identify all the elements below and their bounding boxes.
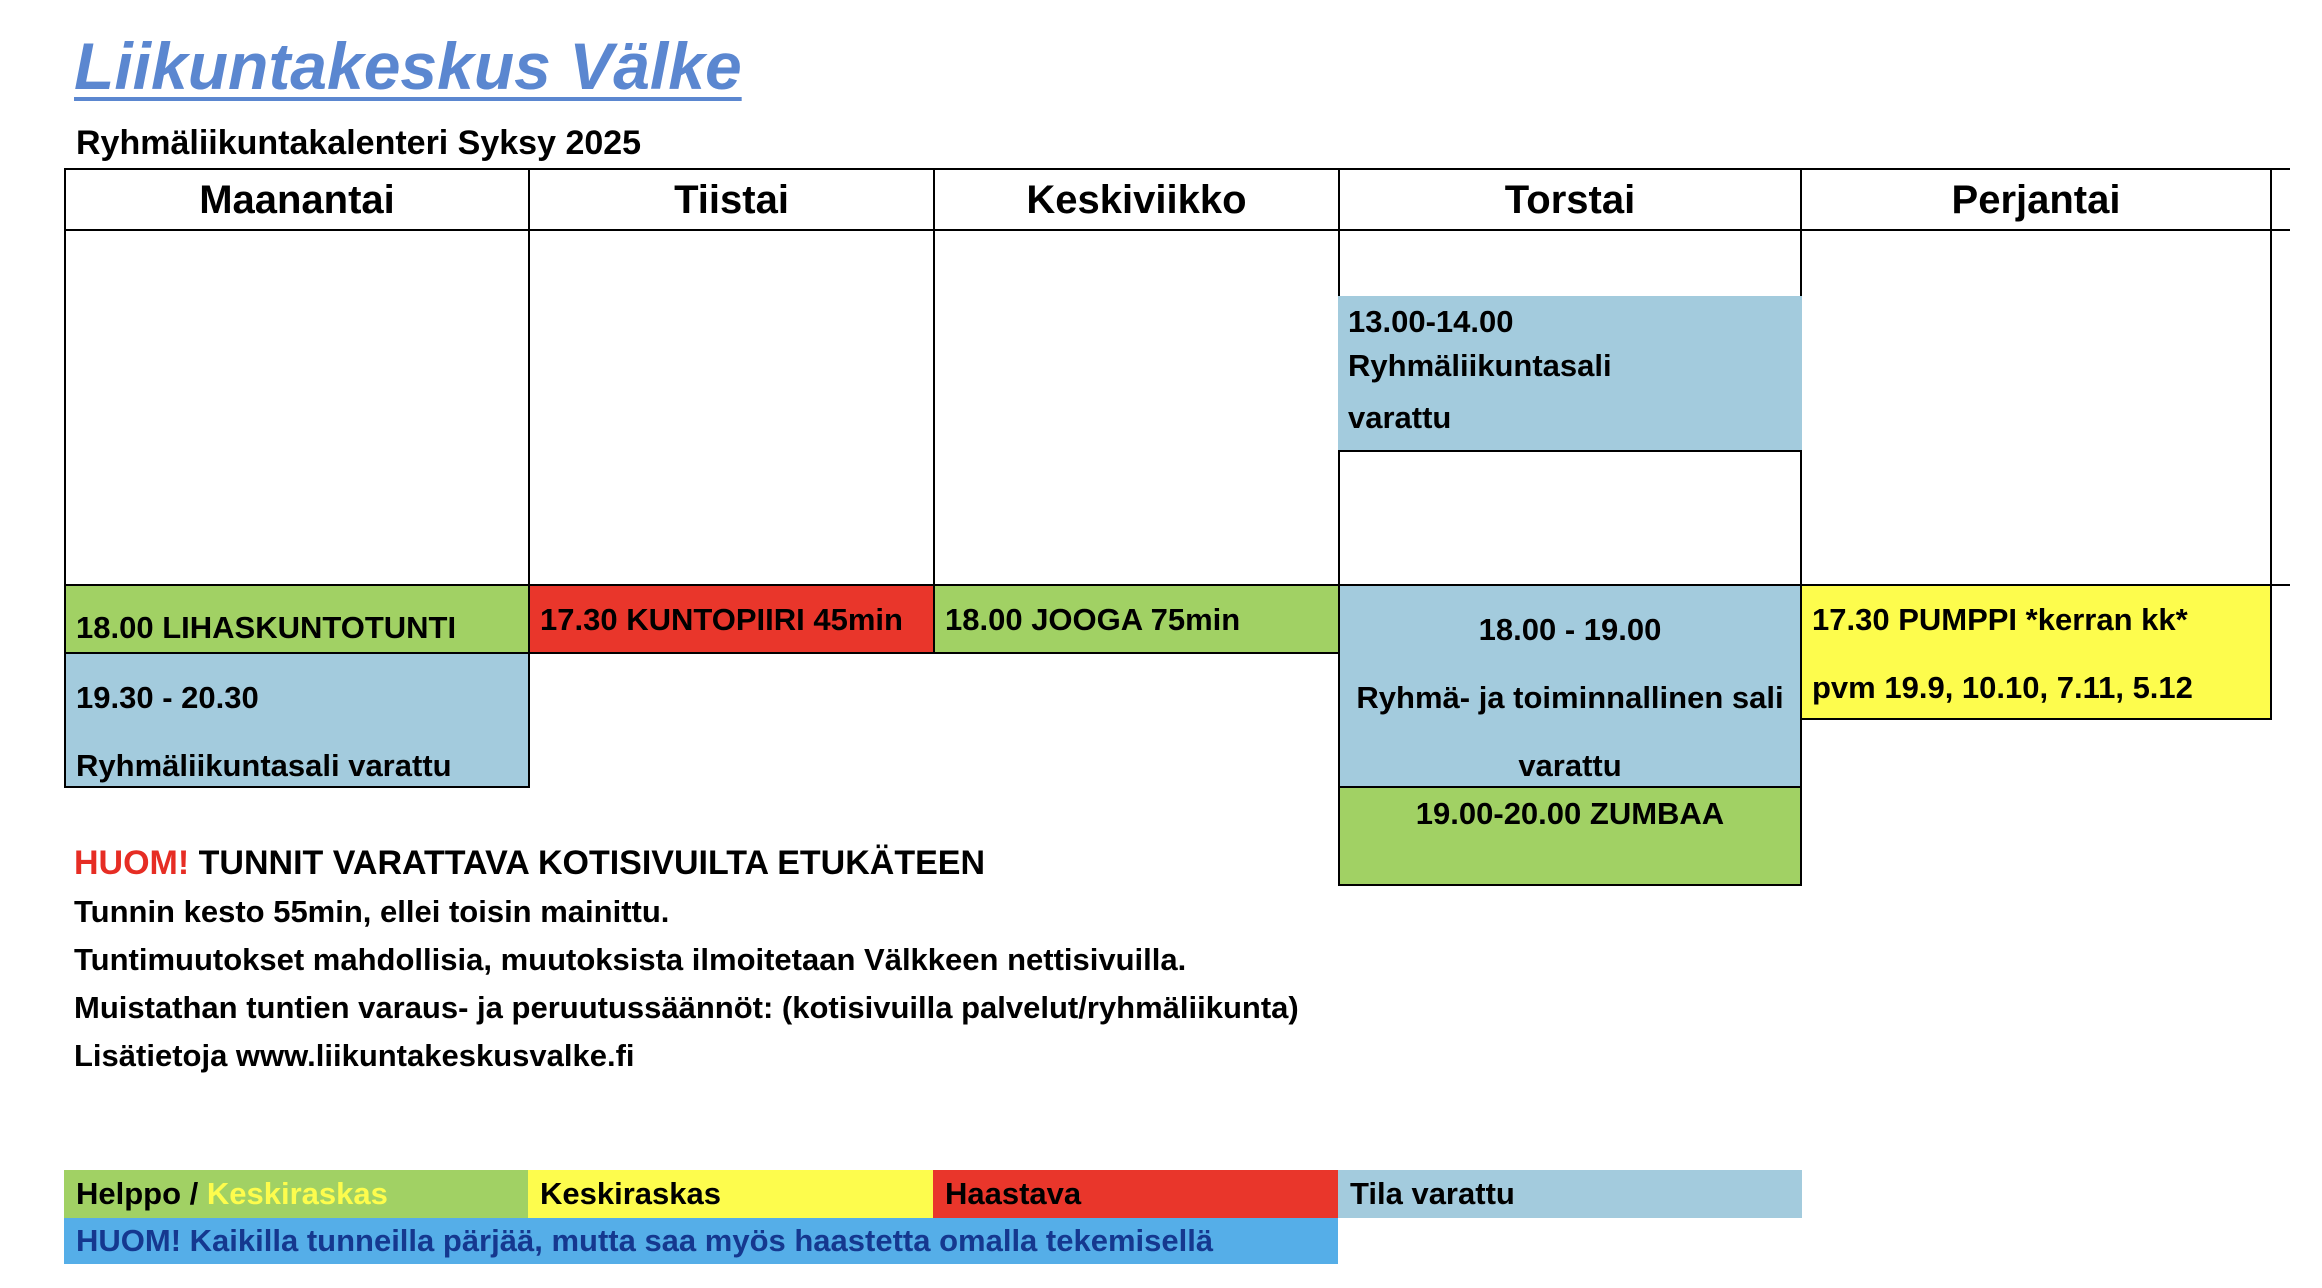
thu-reserved-border xyxy=(1338,450,1802,452)
event-label: Ryhmäliikuntasali varattu xyxy=(76,748,452,783)
huom-label: HUOM! xyxy=(74,844,190,882)
grid-col-line-5 xyxy=(2270,168,2272,586)
event-label: 17.30 PUMPPI *kerran kk* xyxy=(1812,602,2188,637)
mon-lihaskunto-event xyxy=(64,584,530,654)
event-label: 19.00-20.00 ZUMBAA xyxy=(1415,796,1725,831)
day-header-monday: Maanantai xyxy=(199,177,395,222)
note-more-info: Lisätietoja www.liikuntakeskusvalke.fi xyxy=(74,1038,635,1073)
event-dates: pvm 19.9, 10.10, 7.11, 5.12 xyxy=(1812,670,2193,705)
day-header-wednesday: Keskiviikko xyxy=(1026,177,1247,222)
booking-notice-text: TUNNIT VARATTAVA KOTISIVUILTA ETUKÄTEEN xyxy=(189,844,985,882)
legend-easy-label: Helppo / xyxy=(76,1176,207,1211)
event-label: 17.30 KUNTOPIIRI 45min xyxy=(540,602,903,637)
grid-col-line-1 xyxy=(528,168,530,586)
page-title: Liikuntakeskus Välke xyxy=(74,29,742,103)
legend-hard: Haastava xyxy=(933,1170,1338,1218)
day-header-thursday: Torstai xyxy=(1504,177,1636,222)
legend-reserved: Tila varattu xyxy=(1338,1170,1802,1218)
note-duration: Tunnin kesto 55min, ellei toisin mainittu. xyxy=(74,894,670,929)
thu-reserved-morning xyxy=(1338,296,1802,452)
event-label: 18.00 JOOGA 75min xyxy=(945,602,1241,637)
legend-easy xyxy=(64,1170,528,1218)
event-time: 13.00-14.00 xyxy=(1348,304,1514,339)
booking-notice xyxy=(74,844,985,883)
legend-note: HUOM! Kaikilla tunneilla pärjää, mutta saa myös haastetta omalla tekemisellä xyxy=(64,1218,1338,1264)
event-label: Ryhmä- ja toiminnallinen sali xyxy=(1356,680,1784,715)
page-subtitle: Ryhmäliikuntakalenteri Syksy 2025 xyxy=(76,124,642,162)
event-label: varattu xyxy=(1518,748,1622,783)
day-header-tuesday: Tiistai xyxy=(674,177,789,222)
event-label: varattu xyxy=(1348,400,1452,435)
note-rules: Muistathan tuntien varaus- ja peruutussäännöt: (kotisivuilla palvelut/ryhmäliikunta) xyxy=(74,990,1299,1025)
event-label: 18.00 LIHASKUNTOTUNTI xyxy=(76,610,457,645)
legend-easy-medium-label: Keskiraskas xyxy=(206,1176,388,1211)
thu-zumba-event xyxy=(1338,786,1802,886)
event-time: 19.30 - 20.30 xyxy=(76,680,259,715)
day-header-friday: Perjantai xyxy=(1951,177,2121,222)
grid-col-line-2 xyxy=(933,168,935,586)
mon-reserved-event xyxy=(64,652,530,788)
event-label: Ryhmäliikuntasali xyxy=(1348,348,1612,383)
fri-pumppi-event xyxy=(1800,584,2272,720)
thu-reserved-evening xyxy=(1338,584,1802,788)
note-changes: Tuntimuutokset mahdollisia, muutoksista ilmoitetaan Välkkeen nettisivuilla. xyxy=(74,942,1187,977)
event-time: 18.00 - 19.00 xyxy=(1478,612,1662,647)
grid-col-line-0 xyxy=(64,168,66,586)
legend-medium: Keskiraskas xyxy=(528,1170,933,1218)
wed-jooga-event xyxy=(933,584,1340,654)
tue-kuntopiiri-event xyxy=(528,584,935,654)
